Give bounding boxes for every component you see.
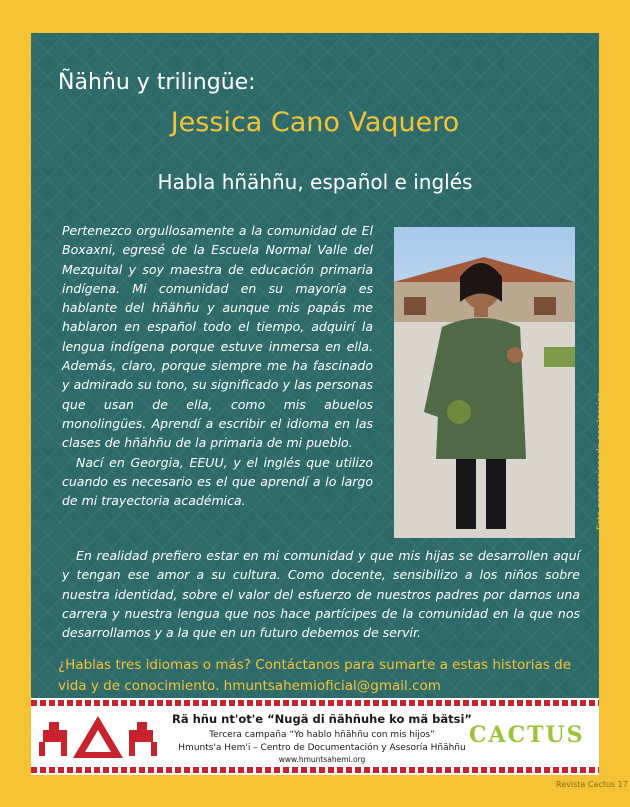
portrait-photo	[394, 227, 575, 538]
footer-title: Rä hñu nt'ot'e “Nugä di ñähñuhe ko mä bätsi”	[172, 712, 472, 726]
cactus-logo-icon: CACTUS	[469, 722, 585, 748]
page-number: Revista Cactus 17	[556, 780, 628, 789]
footer-stripe-top	[31, 700, 599, 706]
person-name: Jessica Cano Vaquero	[170, 107, 460, 138]
photo-credit: Foto proporcionada por Jessica	[596, 391, 606, 530]
portrait-illustration	[394, 227, 575, 538]
footer-campaign: Tercera campaña “Yo hablo hñähñu con mis hijos”	[209, 730, 435, 740]
paragraph-3: En realidad prefiero estar en mi comunidad y que mis hijas se desarrollen aquí y tengan ese amor a su cultura. Como docente, sensibilizo a los niños sobre nuestra identidad, sobre el valor del esfuerzo de nuestros padres por darnos una carrera y nuestra lengua que nos hace partícipes de la comunidad en la que nos desarrollamos y a la que en un futuro debemos de servir.	[62, 548, 580, 641]
kicker-title: Ñähñu y trilingüe:	[58, 70, 256, 95]
embroidery-logo-icon	[35, 712, 161, 762]
footer-website: www.hmuntsahemi.org	[278, 755, 366, 764]
footer-banner	[31, 698, 599, 775]
paragraph-2: Nací en Georgia, EEUU, y el inglés que utilizo cuando es necesario es el que aprendí a lo largo de mi trayectoria académica.	[62, 454, 373, 509]
paragraph-1: Pertenezco orgullosamente a la comunidad de El Boxaxni, egresé de la Escuela Normal Valle del Mezquital y soy maestra de educación primaria indígena. Mi comunidad en su mayoría es hablante del hñähñu y aunque mis papás me hablaron en español todo el tiempo, adquirí la lengua indígena porque estuve inmersa en ella. Además, claro, porque siempre me ha fascinado y admirado su tono, su significado y las personas que usan de ella, como mis abuelos monolingües. Aprendí a escribir el idioma en las clases de hñähñu de la primaria de mi pueblo.	[62, 223, 373, 451]
column-text	[62, 221, 373, 510]
footer-stripe-bottom	[31, 767, 599, 773]
subtitle: Habla hñähñu, español e inglés	[157, 170, 473, 194]
call-to-action: ¿Hablas tres idiomas o más? Contáctanos para sumarte a estas historias de vida y de conocimiento. hmuntsahemioficial@gmail.com	[58, 657, 572, 694]
footer-center-name: Hmunts'a Hem'i – Centro de Documentación y Asesoría Hñähñu	[178, 743, 466, 753]
